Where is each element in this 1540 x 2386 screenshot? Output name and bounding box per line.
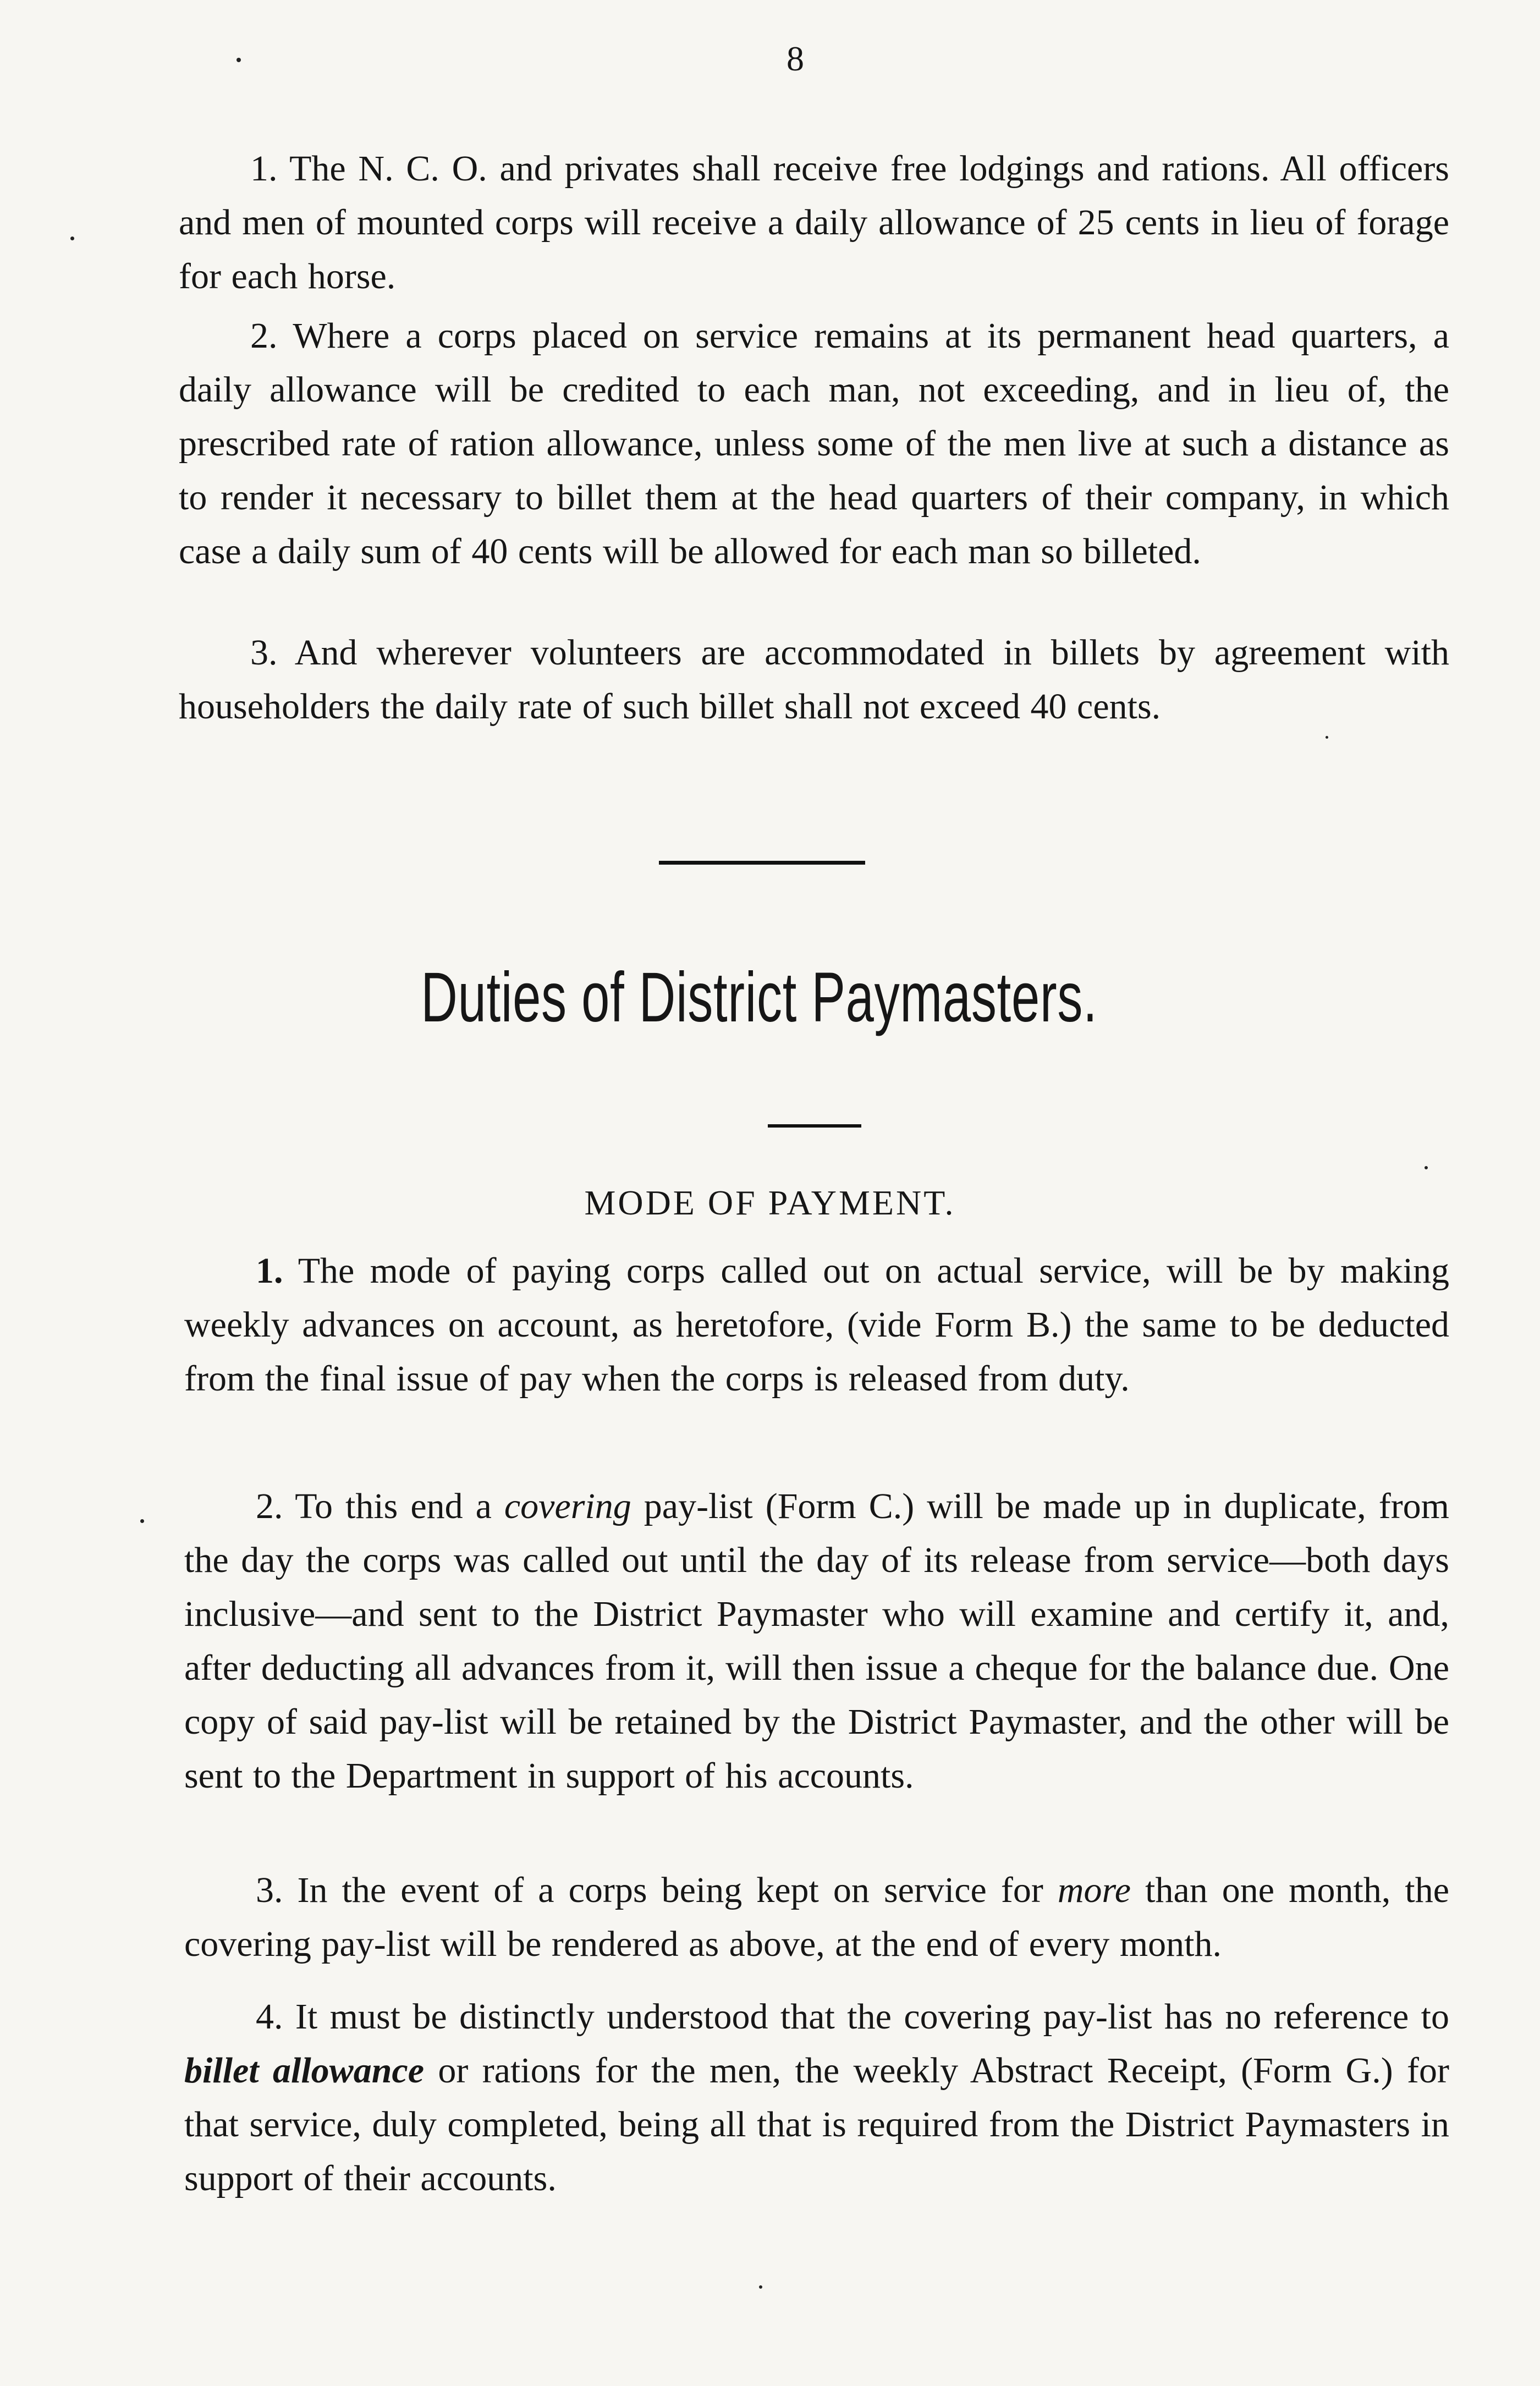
- paragraph-text: Where a corps placed on service remains at its permanent head quarters, a daily allowance will be credited to each man, not exceeding, and in lieu of, the prescribed rate of ration allowance, unless some of the men live at such a distance as to render it necessary to billet them at the head quarters of their company, in which case a daily sum of 40 cents will be allowed for each man so billeted.: [179, 316, 1449, 571]
- paragraph-text: The N. C. O. and privates shall receive free lodgings and rations. All officers and men of mounted corps will receive a daily allowance of 25 cents in lieu of forage for each horse.: [179, 149, 1449, 296]
- paragraph-text: The mode of paying corps called out on actual service, will be by making weekly advances on account, as heretofore, (vide Form B.) the same to be deducted from the final issue of pay when the corps is released from duty.: [184, 1251, 1450, 1399]
- opening-paragraph-1: [179, 142, 1449, 304]
- payment-paragraph-2: [184, 1480, 1449, 1803]
- payment-paragraph-3: [184, 1863, 1449, 1971]
- paragraph-emphasis: billet allowance: [184, 2050, 424, 2091]
- payment-paragraph-1: [184, 1244, 1449, 1406]
- scan-speck: [70, 237, 74, 240]
- paragraph-text-before: To this end a: [295, 1486, 504, 1526]
- paragraph-text-after: pay-list (Form C.) will be made up in duplicate, from the day the corps was called out until the day of its release from service—both days inclusive—and sent to the District Paymaster who will examine and certify it, and, after deducting all advances from it, will then issue a cheque for the balance due. One copy of said pay-list will be retained by the District Paymaster, and the other will be sent to the Department in support of his accounts.: [184, 1486, 1450, 1796]
- paragraph-number: 2.: [250, 316, 278, 356]
- paragraph-emphasis: more: [1057, 1870, 1131, 1910]
- paragraph-text: And wherever volunteers are accommodated in billets by agreement with householders the daily rate of such billet shall not exceed 40 cents.: [179, 633, 1450, 727]
- section-divider-top: [659, 861, 865, 865]
- subheading: MODE OF PAYMENT.: [584, 1183, 956, 1222]
- payment-paragraph-4: [184, 1990, 1449, 2206]
- scan-speck: [237, 58, 241, 62]
- paragraph-text-after: or rations for the men, the weekly Abstract Receipt, (Form G.) for that service, duly completed, being all that is required from the District Paymasters in support of their accounts.: [184, 2050, 1449, 2198]
- paragraph-text-after: than one month, the covering pay-list will be rendered as above, at the end of every month.: [184, 1870, 1449, 1964]
- section-divider-short: [768, 1124, 861, 1128]
- paragraph-number: 4.: [256, 1997, 283, 2037]
- paragraph-emphasis: covering: [504, 1486, 631, 1526]
- paragraph-number: 1.: [250, 149, 278, 189]
- opening-paragraph-3: [179, 626, 1449, 734]
- scan-speck: [1425, 1166, 1428, 1169]
- scan-speck: [1326, 736, 1328, 739]
- page-number: 8: [787, 39, 804, 78]
- scan-speck: [759, 2285, 762, 2289]
- section-title: Duties of District Paymasters.: [421, 958, 1098, 1037]
- paragraph-number: 3.: [250, 633, 278, 673]
- paragraph-number: 2.: [256, 1486, 283, 1526]
- paragraph-number: 3.: [256, 1870, 283, 1910]
- paragraph-number: 1.: [256, 1251, 283, 1291]
- opening-paragraph-2: [179, 309, 1449, 579]
- scan-speck: [140, 1519, 144, 1523]
- paragraph-text-before: In the event of a corps being kept on service for: [297, 1870, 1058, 1910]
- paragraph-text-before: It must be distinctly understood that the covering pay-list has no reference to: [295, 1997, 1449, 2037]
